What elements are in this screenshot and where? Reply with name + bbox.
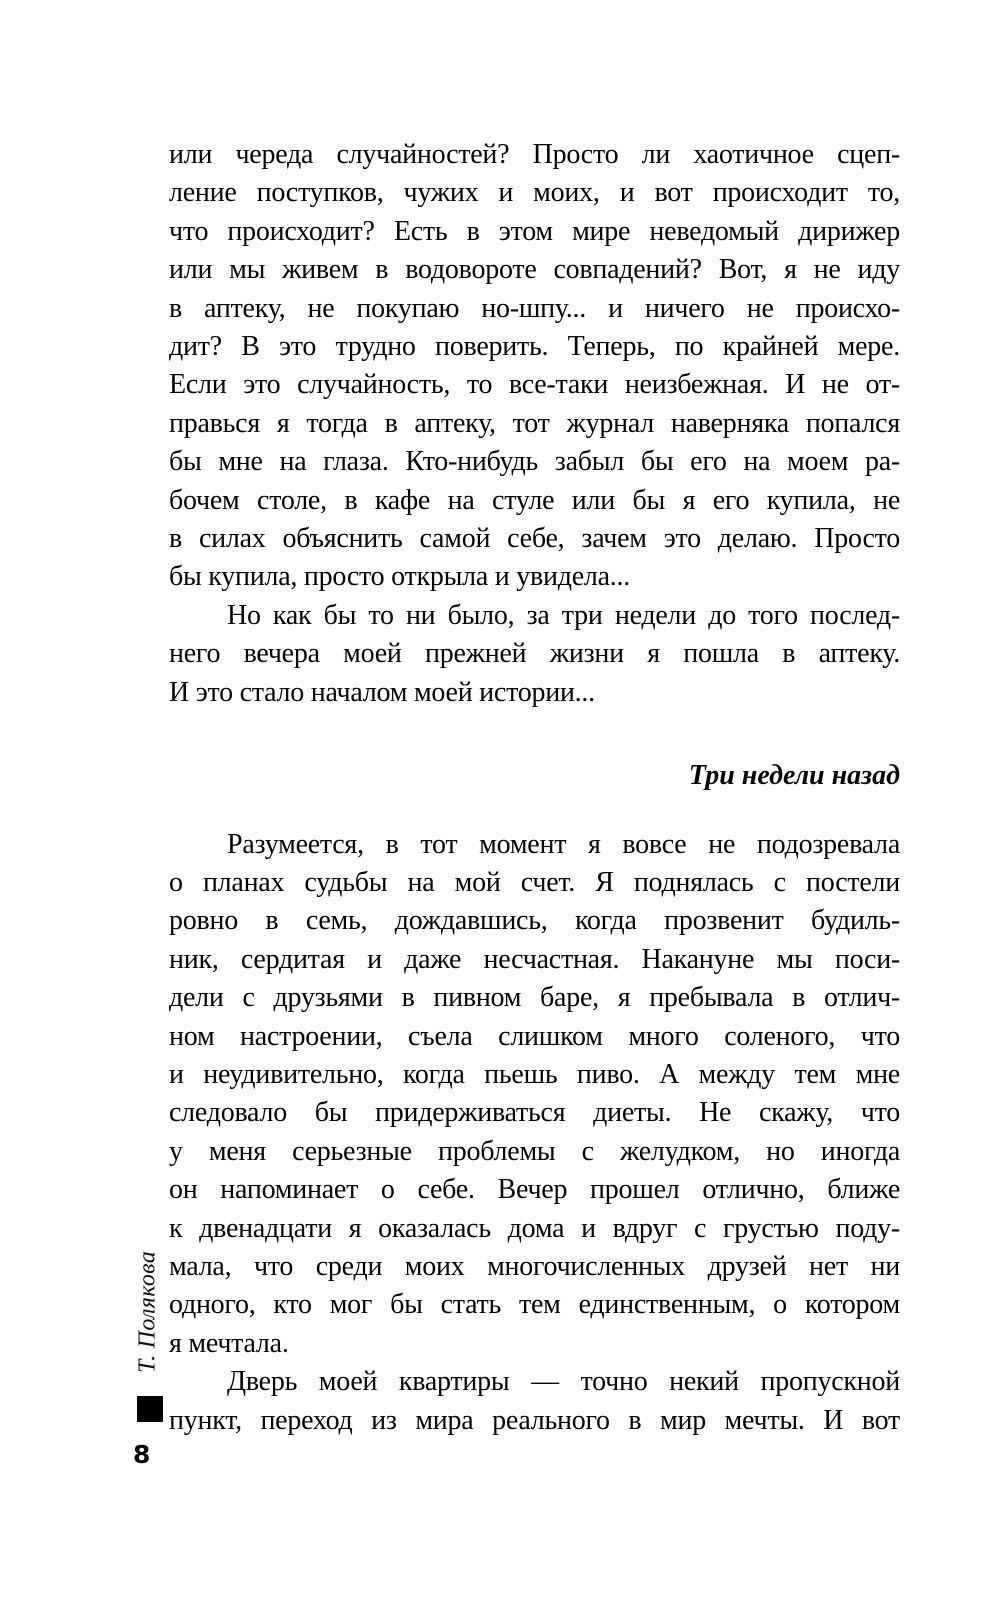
text-line: Но как бы то ни было, за три недели до того послед-	[227, 599, 900, 631]
margin-marker-square	[137, 1396, 163, 1422]
page-number: 8	[133, 1440, 151, 1469]
text-line: Разумеется, в тот момент я вовсе не подозревала	[227, 828, 900, 860]
text-line: него вечера моей прежней жизни я пошла в аптеку.	[169, 638, 900, 670]
text-line: следовало бы придерживаться диеты. Не скажу, что	[169, 1097, 900, 1129]
text-line: ник, сердитая и даже несчастная. Накануне мы поси-	[169, 943, 900, 975]
body-text	[169, 136, 900, 1440]
text-line: бочем столе, в кафе на стуле или бы я его купила, не	[169, 484, 900, 516]
text-line: у меня серьезные проблемы с желудком, но иногда	[169, 1135, 900, 1167]
margin-author-label: Т. Полякова	[134, 1250, 161, 1374]
text-line: Если это случайность, то все-таки неизбежная. И не от-	[169, 369, 900, 401]
text-line: ровно в семь, дождавшись, когда прозвенит будиль-	[169, 905, 900, 937]
text-line: правься я тогда в аптеку, тот журнал наверняка попался	[169, 407, 900, 439]
text-line: Дверь моей квартиры — точно некий пропускной	[227, 1366, 900, 1398]
text-line: о планах судьбы на мой счет. Я поднялась с постели	[169, 866, 900, 898]
text-line: или мы живем в водовороте совпадений? Вот, я не иду	[169, 254, 900, 286]
text-line: ление поступков, чужих и моих, и вот происходит то,	[169, 177, 900, 209]
text-line: одного, кто мог бы стать тем единственным, о котором	[169, 1289, 900, 1321]
text-line: и неудивительно, когда пьешь пиво. А между тем мне	[169, 1058, 900, 1090]
text-line: он напоминает о себе. Вечер прошел отлично, ближе	[169, 1174, 900, 1206]
text-line: в аптеку, не покупаю но-шпу... и ничего не происхо-	[169, 292, 900, 324]
text-line: дит? В это трудно поверить. Теперь, по крайней мере.	[169, 331, 900, 363]
text-line: в силах объяснить самой себе, зачем это делаю. Просто	[169, 523, 900, 555]
text-line: пункт, переход из мира реального в мир мечты. И вот	[169, 1404, 900, 1436]
text-line: бы мне на глаза. Кто-нибудь забыл бы его на моем ра-	[169, 446, 900, 478]
text-line: я мечтала.	[169, 1327, 289, 1359]
text-line: к двенадцати я оказалась дома и вдруг с грустью поду-	[169, 1212, 900, 1244]
text-line: И это стало началом моей истории...	[169, 676, 595, 708]
text-line: что происходит? Есть в этом мире неведомый дирижер	[169, 215, 900, 247]
text-line: бы купила, просто открыла и увидела...	[169, 561, 631, 593]
text-line: ном настроении, съела слишком много соленого, что	[169, 1020, 900, 1052]
section-heading: Три недели назад	[688, 760, 900, 792]
text-line: мала, что среди моих многочисленных друзей нет ни	[169, 1250, 900, 1282]
text-line: дели с друзьями в пивном баре, я пребывала в отлич-	[169, 982, 900, 1014]
text-line: или череда случайностей? Просто ли хаотичное сцеп-	[169, 139, 900, 170]
